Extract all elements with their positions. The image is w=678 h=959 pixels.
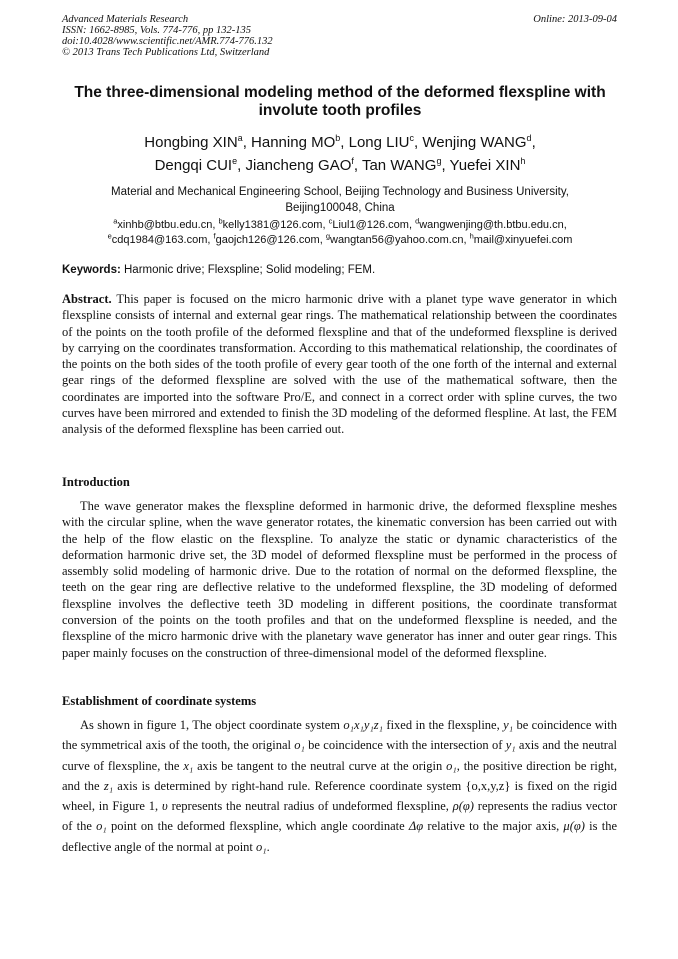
abstract-text: This paper is focused on the micro harmonic drive with a planet type wave generator in which flexspline consists of internal and external gear rings. The mathematical relationship between the coordinates of the points on the tooth profile of the deformed flexspline and that of the undeformed flexspline is derived by carrying on the coordinates transformation. According to this mathematical relationship, the coordinates of the points on the both sides of the tooth profile of every gear tooth of the one forth of the internal and external gear rings of the deformed flexspline are solved with the use of the mathematical software, then the coordinates are imported into the software Pro/E, and connect in a correct order with spline curves, the two curves have been mirrored and extended to finish the 3D modeling of the deformed flespline. At last, the FEM analysis of the deformed flexspline has been carried out. xyxy=(62,292,617,437)
author-sup: e xyxy=(232,156,238,166)
affiliation-line-2: Beijing100048, China xyxy=(285,202,395,214)
text-run: represents the radius vector of the xyxy=(62,799,617,834)
email-address[interactable]: xinhb@btbu.edu.cn, xyxy=(117,219,216,231)
math-symbol: x₁ xyxy=(183,758,194,773)
math-symbol: Δφ xyxy=(408,819,424,834)
journal-header xyxy=(62,14,617,58)
email-sup: e xyxy=(107,231,112,241)
math-symbol: z₁ xyxy=(103,778,114,793)
text-run: fixed in the flexspline, xyxy=(383,718,504,732)
math-symbol: o₁x₁y₁z₁ xyxy=(343,718,383,732)
text-run: axis and the neutral curve of flexspline, the xyxy=(62,738,617,773)
affiliation xyxy=(48,184,632,216)
math-symbol: ρ(φ) xyxy=(452,799,474,814)
author-name: Wenjing WANG xyxy=(422,134,527,151)
coordinate-systems-text xyxy=(62,715,617,857)
email-sup: a xyxy=(113,216,118,226)
email-list xyxy=(48,218,632,248)
author-sup: b xyxy=(335,133,341,143)
text-run: . xyxy=(266,839,270,854)
email-sup: g xyxy=(325,231,330,241)
author-sup: f xyxy=(351,156,354,166)
math-symbol: o₁ xyxy=(256,839,267,854)
author-name: Yuefei XIN xyxy=(449,157,521,174)
math-symbol: y₁ xyxy=(505,738,516,753)
author-sup: g xyxy=(436,156,442,166)
email-address[interactable]: mail@xinyuefei.com xyxy=(473,234,573,246)
email-sup: b xyxy=(218,216,223,226)
author-sup: a xyxy=(237,133,243,143)
keywords-text: Harmonic drive; Flexspline; Solid modeling; FEM. xyxy=(124,264,376,276)
email-address[interactable]: cdq1984@163.com, xyxy=(111,234,211,246)
text-run: , the positive direction be right, and the xyxy=(62,758,617,793)
keywords xyxy=(62,263,617,278)
email-line-2 xyxy=(48,233,632,248)
author-sup: h xyxy=(520,156,526,166)
author-name: Long LIU xyxy=(348,134,410,151)
abstract-label: Abstract. xyxy=(62,292,112,306)
math-symbol: υ xyxy=(162,799,168,814)
email-address[interactable]: wangtan56@yahoo.com.cn, xyxy=(330,234,467,246)
abstract xyxy=(62,291,617,438)
email-address[interactable]: wangwenjing@th.btbu.edu.cn, xyxy=(419,219,567,231)
issn-line: ISSN: 1662-8985, Vols. 774-776, pp 132-135 xyxy=(62,25,251,36)
text-run: point on the deformed flexspline, which angle coordinate xyxy=(106,819,409,834)
doi-line: doi:10.4028/www.scientific.net/AMR.774-776.132 xyxy=(62,36,273,47)
email-sup: c xyxy=(328,216,333,226)
text-run: relative to the major axis, xyxy=(423,819,564,834)
math-symbol: y₁ xyxy=(503,718,514,732)
paper-title: The three-dimensional modeling method of the deformed flexspline with involute tooth profiles xyxy=(74,84,606,119)
author-name: Hongbing XIN xyxy=(144,134,238,151)
copyright-line: © 2013 Trans Tech Publications Ltd, Switzerland xyxy=(62,47,270,58)
keywords-label: Keywords: xyxy=(62,264,121,276)
online-date: Online: 2013-09-04 xyxy=(533,14,617,25)
math-symbol: o₁ xyxy=(294,738,305,753)
affiliation-line-1: Material and Mechanical Engineering School, Beijing Technology and Business University, xyxy=(111,186,569,198)
email-address[interactable]: kelly1381@126.com, xyxy=(222,219,326,231)
email-address[interactable]: gaojch126@126.com, xyxy=(215,234,323,246)
email-sup: h xyxy=(469,231,474,241)
author-name: Tan WANG xyxy=(361,157,437,174)
author-name: Jiancheng GAO xyxy=(245,157,352,174)
author-line-1: Hongbing XIN$^a$, Hanning $MO^b$, Long LIU$^c$, Wenjing WANG$^d$, xyxy=(144,133,536,151)
text-run: As shown in figure 1, The object coordinate system xyxy=(80,718,344,732)
author-sup: c xyxy=(409,133,414,143)
math-symbol: o₁ xyxy=(96,819,107,834)
email-sup: d xyxy=(415,216,420,226)
author-list xyxy=(48,131,632,177)
introduction-heading: Introduction xyxy=(62,475,130,489)
email-line-1 xyxy=(48,218,632,233)
math-symbol: o₁ xyxy=(446,758,457,773)
journal-name: Advanced Materials Research xyxy=(62,14,189,25)
text-run: axis be tangent to the neutral curve at the origin xyxy=(193,758,447,773)
author-name: Dengqi CUI xyxy=(154,157,233,174)
author-name: Hanning MO xyxy=(251,134,336,151)
text-run: represents the neutral radius of undeformed flexspline, xyxy=(167,799,453,814)
author-line-2: Dengqi CUI$^e$, Jiancheng GAO$^f$, Tan WANG$^g$, Yuefei XIN$^h$ xyxy=(154,156,526,174)
text-run: be coincidence with the intersection of xyxy=(304,738,506,753)
coordinate-systems-heading: Establishment of coordinate systems xyxy=(62,694,257,708)
email-address[interactable]: Liul1@126.com, xyxy=(332,219,412,231)
text-run: is the deflective angle of the normal at point xyxy=(62,819,617,854)
author-sup: d xyxy=(526,133,532,143)
text-run: be coincidence with the symmetrical axis of the tooth, the original xyxy=(62,718,617,753)
text-run: axis is determined by right-hand rule. Reference coordinate system {o,x,y,z} is fixed on the rigid wheel, in Figure 1, xyxy=(62,778,617,814)
math-symbol: μ(φ) xyxy=(563,819,585,834)
email-sup: f xyxy=(213,231,216,241)
introduction-text: The wave generator makes the flexspline deformed in harmonic drive, the deformed flexspline meshes with the circular spline, when the wave generator rotates, the kinematic conversion has been carried out with the help of the flow elastic on the flexspline. To analyze the static or dynamic characteristics of the deformation harmonic drive set, the 3D model of deformed flexspline must be performed in the process of assembly solid modeling of harmonic drive. Due to the rotation of normal on the deformed flexspline, the teeth on the gear ring are deflective relative to the undeformed flexspline, the 3D modeling of deformed flexspline involves the deflective teeth 3D modeling in different positions, the coordinate transformat conversion of the points on the tooth profiles and that on the undeformed flexspline is needed, and the flexspline of the micro harmonic drive with the planetary wave generator has inner and outer gear rings. This paper mainly focuses on the construction of three-dimensional model of the deformed flexspline. xyxy=(62,499,617,660)
